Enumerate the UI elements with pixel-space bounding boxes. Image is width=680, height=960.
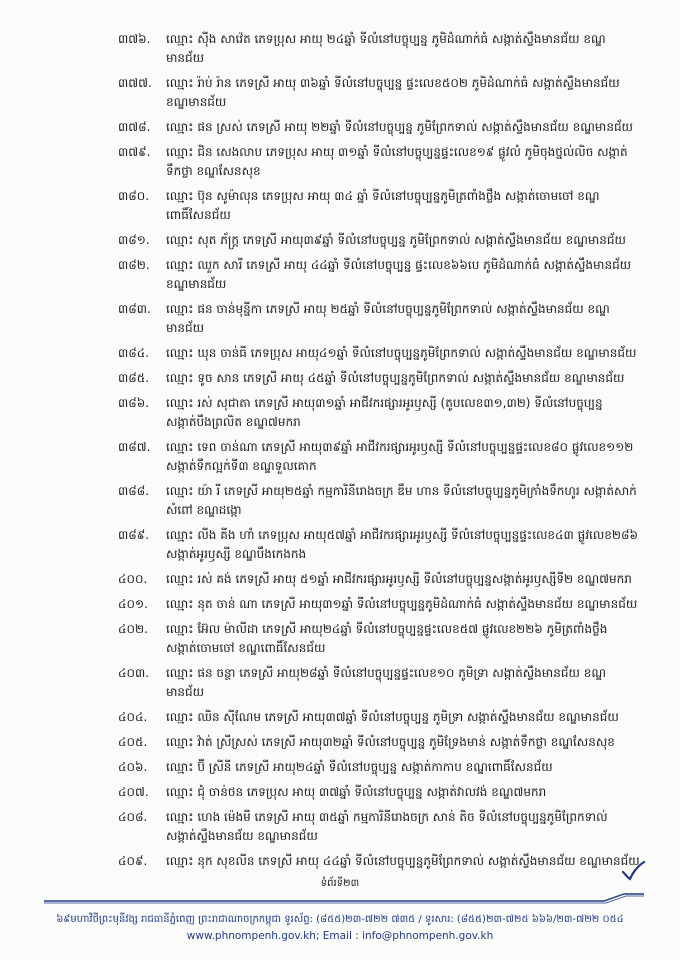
list-item — [0, 664, 680, 702]
entry-number: ៣៨៤. — [118, 346, 150, 360]
entry-number: ៣៧៨. — [118, 120, 151, 134]
list-item — [0, 758, 680, 777]
entry-number: ៤០៩. — [118, 854, 148, 868]
footer-rule — [44, 892, 644, 906]
entry-text: ឈ្មោះ សុត ភ័ក្ត្រ ភេទស្រី អាយុ៣៩ឆ្នាំ ទីលំនៅបច្ចុប្បន្ន ភូមិព្រែកទាល់ សង្កាត់ស្ទឹងមានជ័យ ខណ្ឌមានជ័យ — [166, 233, 626, 247]
entry-number: ៣៨៧. — [118, 440, 151, 454]
entry-text: ឈ្មោះ ឈិន ស៊ីណែម ភេទស្រី អាយុ៣៧ឆ្នាំ ទីលំនៅបច្ចុប្បន្ន ភូមិទ្រា សង្កាត់ស្ទឹងមានជ័យ ខណ្ឌមានជ័យ — [166, 710, 619, 724]
entry-number: ៣៧៩. — [118, 145, 151, 159]
entry-number: ៤០៦. — [118, 760, 148, 774]
list-item — [0, 852, 680, 871]
list-item — [0, 369, 680, 388]
list-item — [0, 526, 680, 564]
list-item — [0, 808, 680, 846]
list-item — [0, 783, 680, 802]
entry-text: ឈ្មោះ ប៊ី ស្រីនី ភេទស្រី អាយុ២៤ឆ្នាំ ទីលំនៅបច្ចុប្បន្ន សង្កាត់កាកាប ខណ្ឌពោធិ៍សែនជ័យ — [166, 760, 553, 774]
list-item — [0, 74, 680, 112]
entry-number: ៣៨០. — [118, 189, 150, 203]
entry-text: ឈ្មោះ រ៉ាប់ រ៉ាន ភេទស្រី អាយុ ៣៦ឆ្នាំ ទីលំនៅបច្ចុប្បន្ន ផ្ទះលេខ៥០២ ភូមិដំណាក់ធំ សង្កាត់ស្ទឹងមានជ័យ ខណ្ឌមានជ័យ — [166, 76, 620, 109]
entry-text: ឈ្មោះ ឃុន ចាន់ធី ភេទប្រុស អាយុ៤១ឆ្នាំ ទីលំនៅបច្ចុប្បន្នភូមិព្រែកទាល់ សង្កាត់ស្ទឹងមានជ័យ ខណ្ឌមានជ័យ — [166, 346, 637, 360]
footer-website[interactable]: www.phnompenh.gov.kh; Email : info@phnompenh.gov.kh — [186, 930, 494, 942]
entry-number: ៣៧៦. — [118, 32, 151, 46]
entry-number: ៣៨៥. — [118, 371, 150, 385]
list-item — [0, 620, 680, 658]
entry-text: ឈ្មោះ អ៊ែល ម៉ាលីដា ភេទស្រី អាយុ២៤ឆ្នាំ ទីលំនៅបច្ចុប្បន្នផ្ទះលេខ៥៧ ផ្លូវលេខ២២៦ ភូមិត្រពាំងថ្លឹង សង្កាត់ចោមចៅ ខណ្ឌពោធិ៍សែនជ័យ — [166, 622, 608, 655]
list-item — [0, 118, 680, 137]
entry-number: ៤០៤. — [118, 710, 148, 724]
entry-text: ឈ្មោះ យ៉ា រី ភេទស្រី អាយុ២៥ឆ្នាំ កម្មការិនីរោងចក្រ ឌឹម ហាន ទីលំនៅបច្ចុប្បន្នភូមិក្រាំងទឹកហូរ សង្កាត់សាក់សំពៅ ខណ្ឌដង្កោ — [166, 484, 637, 517]
entry-number: ៤០២. — [118, 622, 148, 636]
entry-text: ឈ្មោះ ផន ស្រស់ ភេទស្រី អាយុ ២២ឆ្នាំ ទីលំនៅបច្ចុប្បន្ន ភូមិព្រែកទាល់ សង្កាត់ស្ទឹងមានជ័យ ខណ្ឌមានជ័យ — [166, 120, 633, 134]
entry-number: ៣៨៦. — [118, 396, 150, 410]
entry-text: ឈ្មោះ ហេង ម៉េងមី ភេទស្រី អាយុ ៣៥ឆ្នាំ កម្មការិនីរោងចក្រ សាន់ តិច ទីលំនៅបច្ចុប្បន្នភូមិព្រែកទាល់ សង្កាត់ស្ទឹងមានជ័យ ខណ្ឌមានជ័យ — [166, 810, 608, 843]
entry-number: ៤០៨. — [118, 810, 148, 824]
entry-text: ឈ្មោះ ប៊ុន សូម៉ាលុន ភេទប្រុស អាយុ ៣៤ ឆ្នាំ ទីលំនៅបច្ចុប្បន្នភូមិត្រពាំងថ្លឹង សង្កាត់ចោមចៅ ខណ្ឌពោធិ៍សែនជ័យ — [166, 189, 600, 222]
entry-number: ៤០៥. — [118, 735, 148, 749]
entry-text: ឈ្មោះ ទូច សាន ភេទស្រី អាយុ ៤៥ឆ្នាំ ទីលំនៅបច្ចុប្បន្នភូមិព្រែកទាល់ សង្កាត់ស្ទឹងមានជ័យ ខណ្ឌមានជ័យ — [166, 371, 625, 385]
entry-text: ឈ្មោះ នុក សុខលីន ភេទស្រី អាយុ ៤៤ឆ្នាំ ទីលំនៅបច្ចុប្បន្នភូមិព្រែកទាល់ សង្កាត់ស្ទឹងមានជ័យ ខណ្ឌមានជ័យ — [166, 854, 640, 868]
list-item — [0, 256, 680, 294]
entry-number: ៤០១. — [118, 597, 148, 611]
entry-number: ៣៨៣. — [118, 302, 151, 316]
list-item — [0, 570, 680, 589]
entry-list — [0, 30, 680, 877]
entry-text: ឈ្មោះ វ៉ាត់ ស្រីស្រស់ ភេទស្រី អាយុ៣២ឆ្នាំ ទីលំនៅបច្ចុប្បន្ន ភូមិទ្រែងមាន់ សង្កាត់ទឹកថ្លា ខណ្ឌសែនសុខ — [166, 735, 615, 749]
entry-text: ឈ្មោះ នុត ចាន់ ណា ភេទស្រី អាយុ៣១ឆ្នាំ ទីលំនៅបច្ចុប្បន្នភូមិដំណាក់ធំ សង្កាត់ស្ទឹងមានជ័យ ខណ្ឌមានជ័យ — [166, 597, 638, 611]
entry-text: ឈ្មោះ លីង គីង ហាំ ភេទប្រុស អាយុ៥៧ឆ្នាំ អាជីវករផ្សារអូរឫស្សី ទីលំនៅបច្ចុប្បន្នផ្ទះលេខ៤៣ ផ្លូវលេខ២៨៦ សង្កាត់អូរឫស្សី ខណ្ឌបឹងកេងកង — [166, 528, 638, 561]
entry-number: ៤០៣. — [118, 666, 150, 680]
entry-number: ៤០០. — [118, 572, 148, 586]
entry-text: ឈ្មោះ ស៊ីង សាវ៉េត ភេទប្រុស អាយុ ២៤ឆ្នាំ ទីលំនៅបច្ចុប្បន្ន ភូមិដំណាក់ធំ សង្កាត់ស្ទឹងមានជ័យ ខណ្ឌមានជ័យ — [166, 32, 606, 65]
page-number: ទំព័រទី២៣ — [320, 878, 360, 889]
footer-address: ៦៩មហាវិថីព្រះមុនីវង្ស រាជធានីភ្នំពេញ ព្រះរាជាណាចក្រកម្ពុជា ទូរស័ព្ទ: (៨៥៥)២៣-៧២២ ៧៣៥ / ទូរសារ: (៨៥៥)២៣-៧២៥ ៦៦៦/២៣-៧២២ ០៥៤ — [56, 914, 624, 925]
entry-text: ឈ្មោះ រស់ គង់ ភេទស្រី អាយុ ៥១ឆ្នាំ អាជីវករផ្សារអូរឫស្សី ទីលំនៅបច្ចុប្បន្នសង្កាត់អូរឫស្សីទី២ ខណ្ឌ៧មករា — [166, 572, 632, 586]
list-item — [0, 143, 680, 181]
list-item — [0, 187, 680, 225]
list-item — [0, 708, 680, 727]
list-item — [0, 300, 680, 338]
entry-number: ៣៨៩. — [118, 528, 150, 542]
entry-text: ឈ្មោះ ផន ចន្ថា ភេទស្រី អាយុ២៨ឆ្នាំ ទីលំនៅបច្ចុប្បន្នផ្ទះលេខ១០ ភូមិទ្រា សង្កាត់ស្ទឹងមានជ័យ ខណ្ឌមានជ័យ — [166, 666, 606, 699]
check-mark-icon — [620, 860, 646, 882]
entry-text: ឈ្មោះ ជិន សេងលាប ភេទប្រុស អាយុ ៣១ឆ្នាំ ទីលំនៅបច្ចុប្បន្នផ្ទះលេខ១៩ ផ្លូវលំ ភូមិចុងថ្នល់លិច សង្កាត់ទឹកថ្លា ខណ្ឌសែនសុខ — [166, 145, 628, 178]
entry-text: ឈ្មោះ ឈួក សារី ភេទស្រី អាយុ ៤៤ឆ្នាំ ទីលំនៅបច្ចុប្បន្ន ផ្ទះលេខ៦៦បេ ភូមិដំណាក់ធំ សង្កាត់ស្ទឹងមានជ័យ ខណ្ឌមានជ័យ — [166, 258, 632, 291]
entry-number: ៣៧៧. — [118, 76, 152, 90]
list-item — [0, 595, 680, 614]
entry-text: ឈ្មោះ ទេព ចាន់ណា ភេទស្រី អាយុ៣៩ឆ្នាំ អាជីវករផ្សារអូរឫស្សី ទីលំនៅបច្ចុប្បន្នផ្ទះលេខ៨០ ផ្លូវលេខ១១២ សង្កាត់ទឹកល្អក់ទី៣ ខណ្ឌទួលគោក — [166, 440, 634, 473]
entry-number: ៣៨៨. — [118, 484, 150, 498]
list-item — [0, 30, 680, 68]
entry-number: ៣៨២. — [118, 258, 150, 272]
entry-number: ៤០៧. — [118, 785, 149, 799]
list-item — [0, 231, 680, 250]
entry-text: ឈ្មោះ ផន ចាន់មុន្នីកា ភេទស្រី អាយុ ២៥ឆ្នាំ ទីលំនៅបច្ចុប្បន្នភូមិព្រែកទាល់ សង្កាត់ស្ទឹងមានជ័យ ខណ្ឌមានជ័យ — [166, 302, 610, 335]
list-item — [0, 344, 680, 363]
list-item — [0, 733, 680, 752]
list-item — [0, 438, 680, 476]
entry-text: ឈ្មោះ ជុំ ចាន់ថន ភេទប្រុស អាយុ ៣៧ឆ្នាំ ទីលំនៅបច្ចុប្បន្ន សង្កាត់វាលវង់ ខណ្ឌ៧មករា — [166, 785, 547, 799]
entry-text: ឈ្មោះ រស់ សុជាតា ភេទស្រី អាយុ៣១ឆ្នាំ អាជីវករផ្សារអូរឫស្សី (តូបលេខ៣១,៣២) ទីលំនៅបច្ចុប្បន្នសង្កាត់បឹងព្រលិត ខណ្ឌ៧មករា — [166, 396, 603, 429]
entry-number: ៣៨១. — [118, 233, 150, 247]
list-item — [0, 482, 680, 520]
list-item — [0, 394, 680, 432]
